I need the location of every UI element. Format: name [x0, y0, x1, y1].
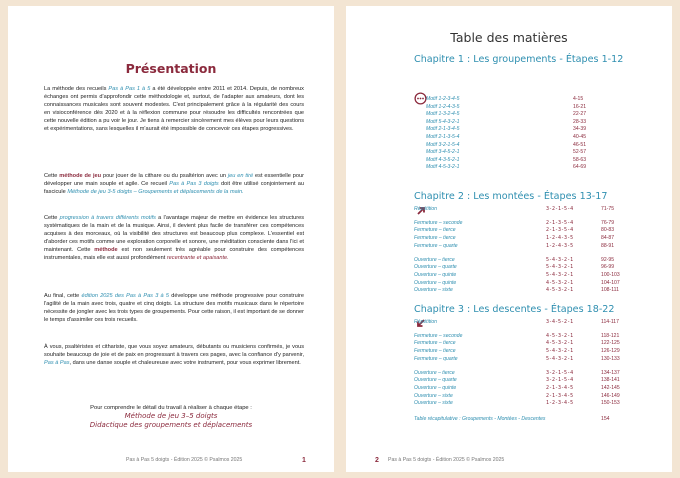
- toc-row-sequence: 5-4-3-2-1: [546, 271, 574, 278]
- toc-row-pages: 96-99: [601, 264, 615, 271]
- toc-row-pages: 134-137: [601, 369, 620, 376]
- toc-row-sequence: 5-4-3-2-1: [546, 256, 574, 263]
- chapter-1-title: Chapitre 1 : Les groupements - Étapes 1-12: [414, 54, 624, 65]
- toc-row[interactable]: [414, 400, 654, 407]
- toc-row[interactable]: [426, 164, 666, 171]
- toc-row-label: Motif 2-1-3-4-5: [426, 126, 460, 133]
- toc-row-sequence: 5-4-3-2-1: [546, 348, 574, 355]
- toc-row[interactable]: [414, 393, 654, 400]
- toc-row-label: Ouverture – quarte: [414, 377, 457, 384]
- toc-row-pages: 80-83: [601, 227, 615, 234]
- reference-didactic: Didactique des groupements et déplacements: [89, 421, 253, 429]
- toc-row-pages: 64-69: [573, 164, 587, 171]
- toc-row[interactable]: [414, 385, 654, 392]
- text-run: méthode: [94, 246, 118, 253]
- toc-row[interactable]: [414, 287, 654, 294]
- toc-row[interactable]: [414, 280, 654, 287]
- toc-row-sequence: 3-4-5-2-1: [546, 319, 574, 325]
- text-run: Pas à Pas: [44, 359, 70, 366]
- text-run: est non seulement très agréable pour construire des compétences instrumentales, mais elle est aussi profondément: [44, 246, 304, 261]
- toc-row-label: Motif 5-4-3-2-1: [426, 118, 460, 125]
- toc-row-label: Fermeture – seconde: [414, 332, 463, 339]
- toc-row-pages: 118-121: [601, 332, 620, 339]
- toc-row-pages: 58-63: [573, 156, 587, 163]
- toc-row[interactable]: [414, 333, 654, 340]
- toc-row-pages: 52-57: [573, 149, 587, 156]
- toc-row-sequence: 5-4-3-2-1: [546, 355, 574, 362]
- text-run: progression à travers différents motifs: [59, 215, 156, 221]
- text-run: a été développée entre 2011 et 2014. Depuis, de nombreux échanges ont permis d'approfondir cette méthodologie et, surtout, de l'adapter aux amateurs, dont les connaissances musicales sont souvent modestes. C'est principalement grâce à la régularité des cours en visioconférence dès 2020 et à la réflexion commune pour résoudre les difficultés rencontrées que cette nouvelle édition a pu voir le jour. Je tiens à remercier sincèrement mes élèves pour leurs questions et expérimentations, sans lesquelles il m'aurait été impossible de concevoir ces étapes progressives.: [44, 86, 304, 132]
- toc-row-pages: 76-79: [601, 219, 615, 226]
- toc-recap-pages: 154: [601, 416, 610, 422]
- toc-row-pages: 126-129: [601, 348, 620, 355]
- text-run: Au final, cette: [44, 293, 82, 299]
- toc-row[interactable]: [426, 96, 666, 103]
- toc-row[interactable]: [426, 126, 666, 133]
- page-table-of-contents: [346, 6, 672, 472]
- toc-row[interactable]: [414, 264, 654, 271]
- text-run: doit être utilisé conjointement au fascicule: [44, 180, 304, 195]
- toc-row[interactable]: [414, 348, 654, 355]
- toc-row[interactable]: [426, 149, 666, 156]
- toc-row[interactable]: [426, 157, 666, 164]
- chapter-2-title: Chapitre 2 : Les montées - Étapes 13-17: [414, 191, 608, 202]
- toc-row-pages: 108-111: [601, 287, 619, 294]
- toc-row[interactable]: [414, 235, 654, 242]
- toc-row[interactable]: [414, 370, 654, 377]
- toc-row-sequence: 1-2-4-3-5: [546, 242, 574, 249]
- toc-row[interactable]: [414, 319, 654, 326]
- paragraph-5: [44, 344, 304, 368]
- toc-row-sequence: 1-2-3-4-5: [546, 400, 574, 407]
- text-run: édition 2025 des Pas à Pas 3 à 5: [81, 293, 170, 299]
- toc-row-label: Ouverture – quinte: [414, 384, 457, 391]
- text-run: La méthode des recueils: [44, 86, 109, 92]
- toc-row-pages: 84-87: [601, 235, 615, 242]
- toc-row-sequence: 2-1-3-5-4: [546, 219, 574, 226]
- toc-row-label: Répétition: [414, 319, 437, 325]
- toc-row-label: Ouverture – quinte: [414, 279, 457, 286]
- toc-row[interactable]: [426, 134, 666, 141]
- toc-row-label: Motif 1-3-2-4-5: [426, 111, 460, 118]
- toc-row[interactable]: [414, 257, 654, 264]
- toc-row-label: Motif 3-4-5-2-1: [426, 149, 460, 156]
- toc-row-pages: 122-125: [601, 340, 620, 347]
- toc-row-pages: 4-15: [573, 96, 584, 102]
- toc-row-pages: 142-145: [601, 384, 620, 391]
- toc-row-sequence: 2-1-3-4-5: [546, 384, 574, 391]
- toc-row-sequence: 3-2-1-5-4: [546, 206, 574, 212]
- toc-row-label: Fermeture – quarte: [414, 242, 458, 249]
- toc-row-pages: 104-107: [601, 279, 620, 286]
- text-run: Pas à Pas 1 à 5: [108, 86, 151, 92]
- toc-row[interactable]: [414, 356, 654, 363]
- toc-row-label: Ouverture – sixte: [414, 400, 453, 407]
- page-number: 1: [302, 457, 306, 464]
- page-number: 2: [375, 457, 379, 464]
- text-run: Méthode de jeu 3-5 doigts – Groupements et déplacements de la main.: [67, 188, 244, 195]
- toc-row-label: Motif 1-2-4-3-5: [426, 103, 460, 110]
- toc-row-pages: 40-45: [573, 134, 587, 140]
- toc-row-sequence: 5-4-3-2-1: [546, 264, 574, 271]
- toc-row-label: Ouverture – sixte: [414, 392, 453, 399]
- text-run: Cette: [44, 215, 60, 221]
- toc-row-label: Motif 1-2-3-4-5: [426, 96, 460, 102]
- toc-row[interactable]: [414, 220, 654, 227]
- toc-row[interactable]: [414, 206, 654, 213]
- page-footer: Pas à Pas 5 doigts - Édition 2025 © Psalmos 2025: [388, 457, 505, 463]
- toc-row[interactable]: [414, 377, 654, 384]
- paragraph-3: [44, 215, 304, 262]
- toc-row-label: Fermeture – quarte: [414, 355, 458, 362]
- toc-row[interactable]: [414, 227, 654, 234]
- toc-title: Table des matières: [450, 30, 568, 45]
- toc-row-label: Fermeture – tierce: [414, 348, 456, 355]
- text-run: Cette: [44, 173, 60, 179]
- toc-row-pages: 16-21: [573, 103, 587, 110]
- text-run: est essentielle pour développer une main souple et agile. Ce recueil: [44, 173, 304, 187]
- reference-method: Méthode de jeu 3–5 doigts: [124, 412, 218, 420]
- text-run: méthode de jeu: [59, 173, 102, 179]
- closing-text: Pour comprendre le détail du travail à réaliser à chaque étape :: [90, 405, 252, 411]
- toc-row-pages: 138-141: [601, 377, 620, 384]
- page-footer: Pas à Pas 5 doigts - Édition 2025 © Psalmos 2025: [126, 457, 243, 463]
- toc-row-label: Répétition: [414, 206, 437, 212]
- text-run: , dans une danse souple et chaleureuse avec votre instrument, pour vous exprimer librement.: [69, 359, 301, 366]
- toc-row-sequence: 4-5-3-2-1: [546, 287, 574, 294]
- text-run: développe une méthode progressive pour construire l'agilité de la main avec trois, quatre et cinq doigts. La structure des motifs musicaux dans le répertoire nécessite de jongler avec les trois types de groupements. Pour cette raison, il est important de se donner le temps d'assimiler ces trois recueils.: [44, 293, 304, 323]
- toc-row-sequence: 3-2-1-5-4: [546, 377, 574, 384]
- toc-row-pages: 71-75: [601, 206, 615, 212]
- toc-recap-label: Table récapitulative : Groupements - Montées - Descentes: [414, 416, 546, 422]
- toc-row[interactable]: [426, 119, 666, 126]
- paragraph-4: [44, 293, 304, 325]
- toc-row[interactable]: [426, 111, 666, 118]
- toc-row-pages: 46-51: [573, 141, 587, 148]
- toc-row-sequence: 4-5-3-2-1: [546, 279, 574, 286]
- chapter-3-title: Chapitre 3 : Les descentes - Étapes 18-22: [414, 304, 615, 315]
- toc-row-label: Fermeture – tierce: [414, 340, 456, 347]
- text-run: À vous, psaltéristes et cithariste, que vous soyez amateurs, débutants ou musiciens confirmés, je vous souhaite beaucoup de joie et de paix en progressant à travers ces pages, avec la confiance d'y parvenir,: [44, 344, 304, 358]
- paragraph-1: [44, 86, 304, 133]
- toc-row-label: Motif 4-5-3-2-1: [426, 164, 460, 171]
- toc-row-label: Fermeture – seconde: [414, 219, 463, 226]
- toc-row-pages: 100-103: [601, 271, 620, 278]
- toc-row-pages: 130-133: [601, 355, 620, 362]
- toc-row-sequence: 4-5-3-2-1: [546, 340, 574, 347]
- page-presentation: [8, 6, 334, 472]
- text-run: recentrante et apaisante.: [166, 254, 229, 261]
- toc-row-pages: 28-33: [573, 118, 587, 125]
- text-run: a l'avantage majeur de mettre en évidence les structures systématiques de la main et de la musique. Ainsi, il devient plus facile de transférer ces compétences acquises à des morceaux, où la visibilité des structures est beaucoup plus complexe. L'essentiel est d'aborder ces motifs comme une exploration corporelle et sonore, une méditation consciente dans l'ici et maintenant. Cette: [44, 215, 304, 253]
- toc-row-pages: 88-91: [601, 242, 615, 249]
- toc-row-label: Motif 2-1-3-5-4: [426, 134, 460, 140]
- toc-row-sequence: 2-1-3-4-5: [546, 392, 574, 399]
- toc-row-sequence: 1-2-4-3-5: [546, 235, 574, 242]
- toc-row-label: Fermeture – tierce: [414, 235, 456, 242]
- toc-row-label: Motif 3-2-1-5-4: [426, 141, 460, 148]
- toc-row-pages: 150-153: [601, 400, 620, 407]
- toc-row[interactable]: [414, 340, 654, 347]
- toc-row-sequence: 3-2-1-5-4: [546, 369, 574, 376]
- toc-row[interactable]: [426, 104, 666, 111]
- toc-row-sequence: 4-5-3-2-1: [546, 332, 574, 339]
- toc-row-pages: 114-117: [601, 319, 619, 325]
- page-title: Présentation: [125, 61, 217, 76]
- toc-row[interactable]: [414, 272, 654, 279]
- text-run: pour jouer de la cithare ou du psaltérion avec un: [101, 173, 228, 179]
- text-run: Pas à Pas 3 doigts: [169, 180, 219, 187]
- text-run: jeu en tiré: [227, 173, 254, 179]
- toc-row[interactable]: [414, 243, 654, 250]
- toc-row-pages: 22-27: [573, 111, 587, 118]
- toc-row-pages: 146-149: [601, 392, 620, 399]
- toc-row-label: Fermeture – tierce: [414, 227, 456, 234]
- toc-row-label: Ouverture – tierce: [414, 256, 455, 263]
- toc-row-pages: 34-39: [573, 126, 587, 133]
- toc-row-sequence: 2-1-3-5-4: [546, 227, 574, 234]
- toc-row-label: Ouverture – tierce: [414, 369, 455, 376]
- toc-row-label: Motif 4-3-5-2-1: [426, 156, 460, 163]
- paragraph-2: [44, 173, 304, 197]
- toc-row[interactable]: [426, 142, 666, 149]
- toc-row-label: Ouverture – sixte: [414, 287, 453, 294]
- toc-row-label: Ouverture – quarte: [414, 264, 457, 271]
- toc-row-label: Ouverture – quinte: [414, 271, 457, 278]
- toc-row-pages: 92-95: [601, 256, 615, 263]
- toc-recap-row[interactable]: [414, 416, 654, 423]
